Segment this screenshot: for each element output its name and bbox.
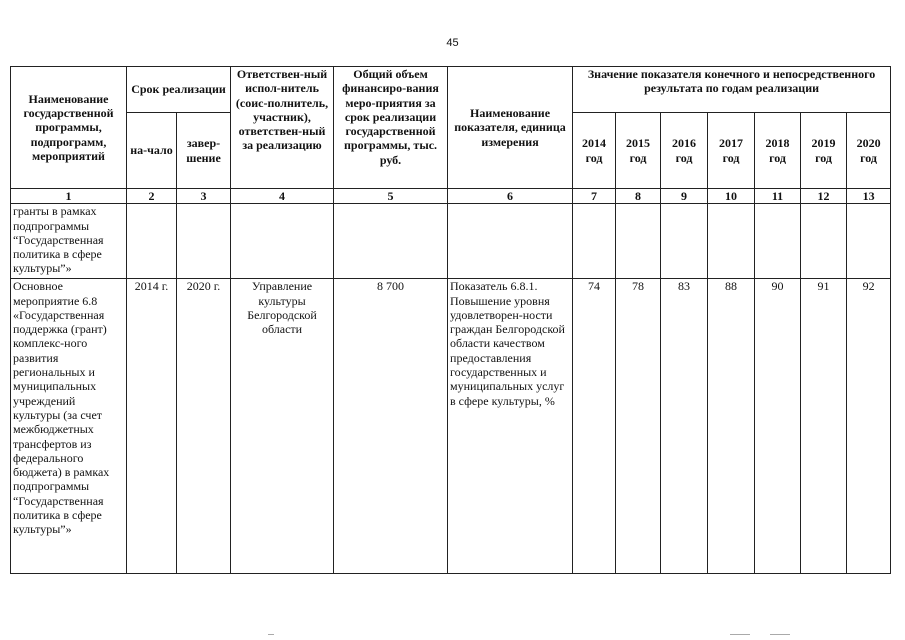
- column-number: 2: [127, 189, 177, 204]
- cell-value: 88: [708, 279, 755, 574]
- cell-program-name: гранты в рамках подпрограммы “Государственная политика в сфере культуры”»: [11, 204, 127, 279]
- column-number: 10: [708, 189, 755, 204]
- column-number: 3: [177, 189, 231, 204]
- header-year: 2014 год: [573, 113, 616, 189]
- column-number: 4: [231, 189, 334, 204]
- cell-value: [755, 204, 801, 279]
- column-number: 12: [801, 189, 847, 204]
- header-year: 2016 год: [661, 113, 708, 189]
- cell-value: [661, 204, 708, 279]
- cell-value: 74: [573, 279, 616, 574]
- cell-value: 78: [616, 279, 661, 574]
- scan-mark: [268, 634, 274, 635]
- header-executor: Ответствен-ный испол-нитель (соис-полнитель, участник), ответствен-ный за реализацию: [231, 67, 334, 189]
- cell-value: [801, 204, 847, 279]
- column-number: 5: [334, 189, 448, 204]
- column-number: 11: [755, 189, 801, 204]
- header-year: 2015 год: [616, 113, 661, 189]
- header-period: Срок реализации: [127, 67, 231, 113]
- header-year: 2017 год: [708, 113, 755, 189]
- scan-mark: [730, 634, 750, 635]
- cell-indicator: Показатель 6.8.1. Повышение уровня удовлетворен-ности граждан Белгородской области качеством предоставления государственных и муниципальных услуг в сфере культуры, %: [448, 279, 573, 574]
- cell-executor: [231, 204, 334, 279]
- header-financing: Общий объем финансиро-вания меро-приятия за срок реализации государственной программы, тыс. руб.: [334, 67, 448, 189]
- column-number: 13: [847, 189, 891, 204]
- column-number: 1: [11, 189, 127, 204]
- cell-value: 92: [847, 279, 891, 574]
- header-values-title: Значение показателя конечного и непосредственного результата по годам реализации: [573, 67, 891, 113]
- cell-value: [616, 204, 661, 279]
- cell-start: [127, 204, 177, 279]
- cell-indicator: [448, 204, 573, 279]
- cell-financing: [334, 204, 448, 279]
- header-year: 2018 год: [755, 113, 801, 189]
- table-row: [11, 279, 891, 574]
- cell-executor: Управление культуры Белгородской области: [231, 279, 334, 574]
- cell-value: [708, 204, 755, 279]
- header-indicator: Наименование показателя, единица измерения: [448, 67, 573, 189]
- table-row: [11, 204, 891, 279]
- cell-value: [847, 204, 891, 279]
- column-number: 7: [573, 189, 616, 204]
- cell-start: 2014 г.: [127, 279, 177, 574]
- cell-end: 2020 г.: [177, 279, 231, 574]
- cell-value: [573, 204, 616, 279]
- column-number: 6: [448, 189, 573, 204]
- cell-value: 91: [801, 279, 847, 574]
- cell-end: [177, 204, 231, 279]
- column-number: 8: [616, 189, 661, 204]
- header-year: 2020 год: [847, 113, 891, 189]
- scan-mark: [770, 634, 790, 635]
- header-start: на-чало: [127, 113, 177, 189]
- cell-financing: 8 700: [334, 279, 448, 574]
- column-number: 9: [661, 189, 708, 204]
- cell-program-name: Основное мероприятие 6.8 «Государственная поддержка (грант) комплекс-ного развития региональных и муниципальных учреждений культуры (за счет межбюджетных трансфертов из федерального бюджета) в рамках подпрограммы “Государственная политика в сфере культуры”»: [11, 279, 127, 574]
- page-number: 45: [446, 37, 459, 49]
- cell-value: 90: [755, 279, 801, 574]
- header-year: 2019 год: [801, 113, 847, 189]
- header-program-name: Наименование государственной программы, подпрограмм, мероприятий: [11, 67, 127, 189]
- cell-value: 83: [661, 279, 708, 574]
- indicator-table: [10, 66, 891, 574]
- header-end: завер-шение: [177, 113, 231, 189]
